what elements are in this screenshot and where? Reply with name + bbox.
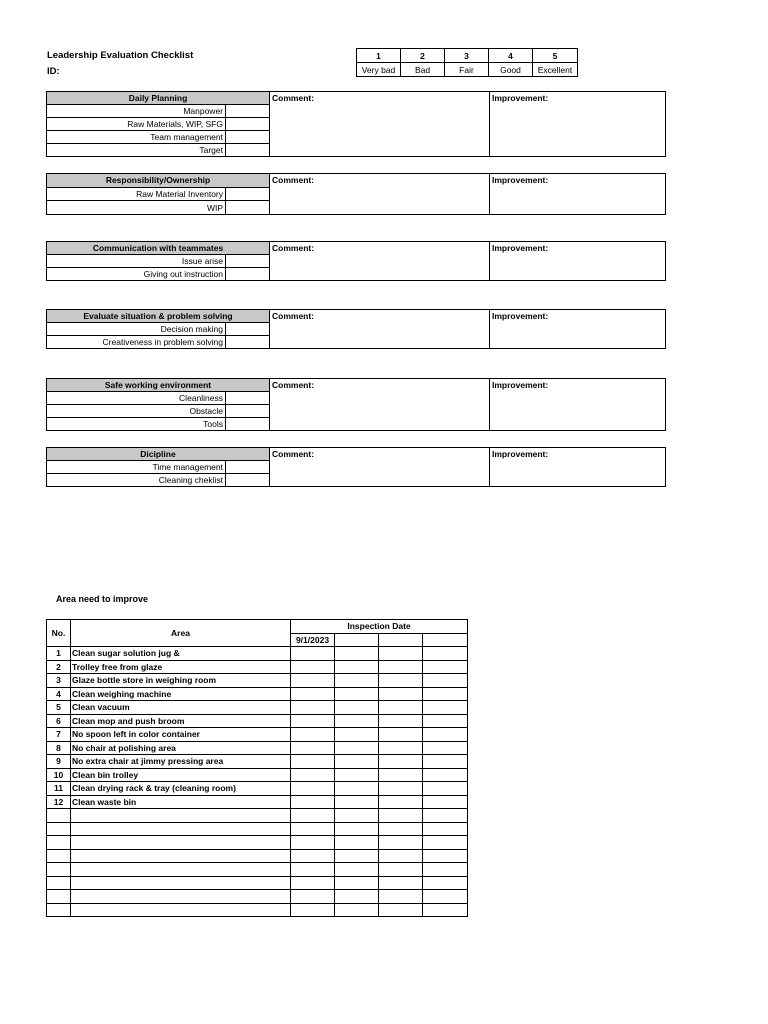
section-title: Safe working environment	[47, 379, 270, 392]
table-row	[47, 849, 468, 863]
section-safe-environment	[46, 378, 666, 431]
comment-box[interactable]	[270, 242, 490, 281]
inspection-check-cell[interactable]	[379, 755, 423, 769]
inspection-check-cell[interactable]	[423, 674, 468, 688]
row-number	[47, 890, 71, 904]
inspection-check-cell[interactable]	[335, 687, 379, 701]
scale-numbers-row	[357, 49, 578, 63]
inspection-check-cell[interactable]	[335, 890, 379, 904]
criterion-label: Team management	[47, 131, 226, 144]
scale-number: 5	[533, 49, 578, 63]
table-row	[47, 701, 468, 715]
inspection-check-cell[interactable]	[335, 728, 379, 742]
rating-cell[interactable]	[226, 405, 270, 418]
inspection-check-cell[interactable]	[379, 890, 423, 904]
inspection-check-cell[interactable]	[335, 863, 379, 877]
row-number: 8	[47, 741, 71, 755]
row-number	[47, 876, 71, 890]
area-cell[interactable]	[71, 849, 291, 863]
column-header-no: No.	[47, 620, 71, 647]
rating-cell[interactable]	[226, 336, 270, 349]
inspection-check-cell[interactable]	[291, 903, 335, 917]
table-row	[47, 687, 468, 701]
inspection-check-cell[interactable]	[379, 674, 423, 688]
row-number: 11	[47, 782, 71, 796]
scale-label: Bad	[401, 63, 445, 77]
inspection-check-cell[interactable]	[291, 795, 335, 809]
inspection-check-cell[interactable]	[379, 714, 423, 728]
inspection-check-cell[interactable]	[335, 809, 379, 823]
inspection-check-cell[interactable]	[291, 714, 335, 728]
scale-number: 3	[445, 49, 489, 63]
section-daily-planning	[46, 91, 666, 157]
criterion-label: Obstacle	[47, 405, 226, 418]
inspection-date-cell[interactable]	[379, 633, 423, 647]
criterion-label: Giving out instruction	[47, 268, 226, 281]
table-row	[47, 782, 468, 796]
criterion-label: Target	[47, 144, 226, 157]
scale-labels-row	[357, 63, 578, 77]
section-title: Dicipline	[47, 448, 270, 461]
rating-cell[interactable]	[226, 187, 270, 201]
inspection-date-cell[interactable]	[423, 633, 468, 647]
scale-label: Very bad	[357, 63, 401, 77]
comment-box[interactable]	[270, 310, 490, 349]
criterion-label: Manpower	[47, 105, 226, 118]
area-cell[interactable]: No chair at polishing area	[71, 741, 291, 755]
criterion-label: Cleanliness	[47, 392, 226, 405]
inspection-check-cell[interactable]	[291, 849, 335, 863]
criterion-label: Decision making	[47, 323, 226, 336]
area-cell[interactable]: Clean sugar solution jug &	[71, 647, 291, 661]
criterion-label: Cleaning cheklist	[47, 474, 226, 487]
table-row	[47, 890, 468, 904]
area-cell[interactable]: Clean waste bin	[71, 795, 291, 809]
improvement-box[interactable]	[490, 242, 666, 281]
area-cell[interactable]	[71, 863, 291, 877]
improvement-box[interactable]	[490, 310, 666, 349]
inspection-check-cell[interactable]	[335, 782, 379, 796]
inspection-check-cell[interactable]	[423, 863, 468, 877]
inspection-check-cell[interactable]	[291, 660, 335, 674]
inspection-check-cell[interactable]	[335, 849, 379, 863]
comment-label: Comment:	[272, 243, 315, 253]
inspection-check-cell[interactable]	[379, 701, 423, 715]
inspection-check-cell[interactable]	[423, 849, 468, 863]
row-number	[47, 809, 71, 823]
inspection-check-cell[interactable]	[423, 741, 468, 755]
rating-cell[interactable]	[226, 255, 270, 268]
section-title: Responsibility/Ownership	[47, 174, 270, 188]
row-number: 1	[47, 647, 71, 661]
rating-scale-table	[356, 48, 578, 77]
comment-box[interactable]	[270, 448, 490, 487]
rating-cell[interactable]	[226, 131, 270, 144]
inspection-check-cell[interactable]	[379, 782, 423, 796]
table-row	[47, 903, 468, 917]
inspection-check-cell[interactable]	[291, 728, 335, 742]
improvement-label: Improvement:	[492, 311, 549, 321]
area-cell[interactable]: Clean mop and push broom	[71, 714, 291, 728]
inspection-check-cell[interactable]	[291, 647, 335, 661]
inspection-check-cell[interactable]	[423, 822, 468, 836]
inspection-check-cell[interactable]	[291, 822, 335, 836]
inspection-check-cell[interactable]	[379, 822, 423, 836]
inspection-check-cell[interactable]	[423, 836, 468, 850]
inspection-check-cell[interactable]	[423, 660, 468, 674]
row-number: 5	[47, 701, 71, 715]
id-label: ID:	[47, 66, 60, 77]
comment-label: Comment:	[272, 175, 315, 185]
comment-box[interactable]	[270, 92, 490, 157]
inspection-check-cell[interactable]	[379, 660, 423, 674]
rating-cell[interactable]	[226, 323, 270, 336]
table-row	[47, 876, 468, 890]
row-number: 2	[47, 660, 71, 674]
inspection-check-cell[interactable]	[423, 795, 468, 809]
column-header-inspection-date: Inspection Date	[291, 620, 468, 634]
improvement-label: Improvement:	[492, 243, 549, 253]
criterion-label: Issue arise	[47, 255, 226, 268]
inspection-check-cell[interactable]	[423, 755, 468, 769]
inspection-check-cell[interactable]	[423, 782, 468, 796]
inspection-check-cell[interactable]	[335, 701, 379, 715]
criterion-label: Creativeness in problem solving	[47, 336, 226, 349]
rating-cell[interactable]	[226, 201, 270, 215]
inspection-check-cell[interactable]	[379, 741, 423, 755]
scale-label: Excellent	[533, 63, 578, 77]
row-number: 12	[47, 795, 71, 809]
table-row	[47, 728, 468, 742]
row-number: 9	[47, 755, 71, 769]
inspection-check-cell[interactable]	[423, 647, 468, 661]
section-discipline	[46, 447, 666, 487]
area-cell[interactable]: Trolley free from glaze	[71, 660, 291, 674]
rating-cell[interactable]	[226, 268, 270, 281]
inspection-check-cell[interactable]	[379, 836, 423, 850]
inspection-table	[46, 619, 468, 917]
table-row	[47, 822, 468, 836]
scale-label: Good	[489, 63, 533, 77]
area-cell[interactable]	[71, 809, 291, 823]
area-cell[interactable]: Clean drying rack & tray (cleaning room)	[71, 782, 291, 796]
area-cell[interactable]: Clean weighing machine	[71, 687, 291, 701]
inspection-check-cell[interactable]	[335, 768, 379, 782]
inspection-check-cell[interactable]	[335, 741, 379, 755]
inspection-check-cell[interactable]	[291, 701, 335, 715]
row-number: 10	[47, 768, 71, 782]
row-number: 6	[47, 714, 71, 728]
scale-number: 2	[401, 49, 445, 63]
section-title: Daily Planning	[47, 92, 270, 105]
criterion-label: Tools	[47, 418, 226, 431]
table-row	[47, 660, 468, 674]
table-row	[47, 795, 468, 809]
section-title: Evaluate situation & problem solving	[47, 310, 270, 323]
section-title: Communication with teammates	[47, 242, 270, 255]
inspection-check-cell[interactable]	[291, 687, 335, 701]
inspection-check-cell[interactable]	[335, 714, 379, 728]
section-responsibility	[46, 173, 666, 215]
rating-cell[interactable]	[226, 418, 270, 431]
table-row	[47, 647, 468, 661]
inspection-check-cell[interactable]	[335, 822, 379, 836]
section-problem-solving	[46, 309, 666, 349]
scale-number: 1	[357, 49, 401, 63]
row-number: 4	[47, 687, 71, 701]
row-number	[47, 903, 71, 917]
inspection-check-cell[interactable]	[335, 903, 379, 917]
scale-label: Fair	[445, 63, 489, 77]
improvement-label: Improvement:	[492, 175, 549, 185]
rating-cell[interactable]	[226, 392, 270, 405]
inspection-check-cell[interactable]	[423, 768, 468, 782]
inspection-check-cell[interactable]	[335, 674, 379, 688]
inspection-check-cell[interactable]	[423, 809, 468, 823]
inspection-check-cell[interactable]	[379, 728, 423, 742]
comment-box[interactable]	[270, 379, 490, 431]
area-cell[interactable]: No spoon left in color container	[71, 728, 291, 742]
inspection-check-cell[interactable]	[291, 876, 335, 890]
comment-label: Comment:	[272, 380, 315, 390]
inspection-check-cell[interactable]	[379, 863, 423, 877]
table-row	[47, 863, 468, 877]
row-number: 3	[47, 674, 71, 688]
section-communication	[46, 241, 666, 281]
inspection-check-cell[interactable]	[335, 755, 379, 769]
inspection-check-cell[interactable]	[379, 876, 423, 890]
inspection-check-cell[interactable]	[423, 728, 468, 742]
row-number: 7	[47, 728, 71, 742]
table-row	[47, 714, 468, 728]
row-number	[47, 863, 71, 877]
rating-cell[interactable]	[226, 144, 270, 157]
criterion-label: Raw Materials, WIP, SFG	[47, 118, 226, 131]
inspection-check-cell[interactable]	[379, 903, 423, 917]
rating-cell[interactable]	[226, 118, 270, 131]
inspection-check-cell[interactable]	[291, 863, 335, 877]
inspection-check-cell[interactable]	[423, 890, 468, 904]
inspection-date-cell[interactable]: 9/1/2023	[291, 633, 335, 647]
inspection-check-cell[interactable]	[291, 755, 335, 769]
inspection-table-body	[47, 647, 468, 917]
inspection-check-cell[interactable]	[423, 687, 468, 701]
inspection-check-cell[interactable]	[291, 768, 335, 782]
inspection-check-cell[interactable]	[335, 647, 379, 661]
inspection-check-cell[interactable]	[335, 795, 379, 809]
inspection-check-cell[interactable]	[335, 660, 379, 674]
inspection-check-cell[interactable]	[423, 714, 468, 728]
area-cell[interactable]: Glaze bottle store in weighing room	[71, 674, 291, 688]
inspection-check-cell[interactable]	[291, 741, 335, 755]
inspection-check-cell[interactable]	[379, 687, 423, 701]
comment-box[interactable]	[270, 174, 490, 215]
inspection-check-cell[interactable]	[291, 836, 335, 850]
inspection-check-cell[interactable]	[291, 890, 335, 904]
area-cell[interactable]	[71, 903, 291, 917]
scale-number: 4	[489, 49, 533, 63]
area-cell[interactable]	[71, 890, 291, 904]
inspection-check-cell[interactable]	[291, 782, 335, 796]
rating-cell[interactable]	[226, 474, 270, 487]
criterion-label: Raw Material Inventory	[47, 187, 226, 201]
area-cell[interactable]: Clean bin trolley	[71, 768, 291, 782]
improvement-box[interactable]	[490, 174, 666, 215]
row-number	[47, 836, 71, 850]
inspection-check-cell[interactable]	[291, 809, 335, 823]
improvement-box[interactable]	[490, 92, 666, 157]
comment-label: Comment:	[272, 449, 315, 459]
row-number	[47, 849, 71, 863]
row-number	[47, 822, 71, 836]
area-cell[interactable]	[71, 876, 291, 890]
improvement-label: Improvement:	[492, 93, 549, 103]
table-row	[47, 741, 468, 755]
inspection-check-cell[interactable]	[379, 795, 423, 809]
area-cell[interactable]	[71, 836, 291, 850]
improvement-box[interactable]	[490, 448, 666, 487]
table-row	[47, 674, 468, 688]
criterion-label: Time management	[47, 461, 226, 474]
area-cell[interactable]: Clean vacuum	[71, 701, 291, 715]
area-cell[interactable]	[71, 822, 291, 836]
inspection-check-cell[interactable]	[335, 876, 379, 890]
inspection-check-cell[interactable]	[423, 876, 468, 890]
table-row	[47, 809, 468, 823]
inspection-check-cell[interactable]	[379, 768, 423, 782]
criterion-label: WIP	[47, 201, 226, 215]
area-cell[interactable]: No extra chair at jimmy pressing area	[71, 755, 291, 769]
improvement-box[interactable]	[490, 379, 666, 431]
rating-cell[interactable]	[226, 461, 270, 474]
inspection-date-cell[interactable]	[335, 633, 379, 647]
comment-label: Comment:	[272, 311, 315, 321]
inspection-check-cell[interactable]	[335, 836, 379, 850]
inspection-check-cell[interactable]	[423, 903, 468, 917]
inspection-check-cell[interactable]	[379, 647, 423, 661]
inspection-check-cell[interactable]	[423, 701, 468, 715]
rating-cell[interactable]	[226, 105, 270, 118]
table-row	[47, 755, 468, 769]
document-title: Leadership Evaluation Checklist	[47, 50, 194, 61]
comment-label: Comment:	[272, 93, 315, 103]
area-improve-heading: Area need to improve	[56, 594, 149, 604]
inspection-check-cell[interactable]	[291, 674, 335, 688]
column-header-area: Area	[71, 620, 291, 647]
table-row	[47, 768, 468, 782]
inspection-check-cell[interactable]	[379, 809, 423, 823]
improvement-label: Improvement:	[492, 449, 549, 459]
inspection-check-cell[interactable]	[379, 849, 423, 863]
table-row	[47, 836, 468, 850]
improvement-label: Improvement:	[492, 380, 549, 390]
